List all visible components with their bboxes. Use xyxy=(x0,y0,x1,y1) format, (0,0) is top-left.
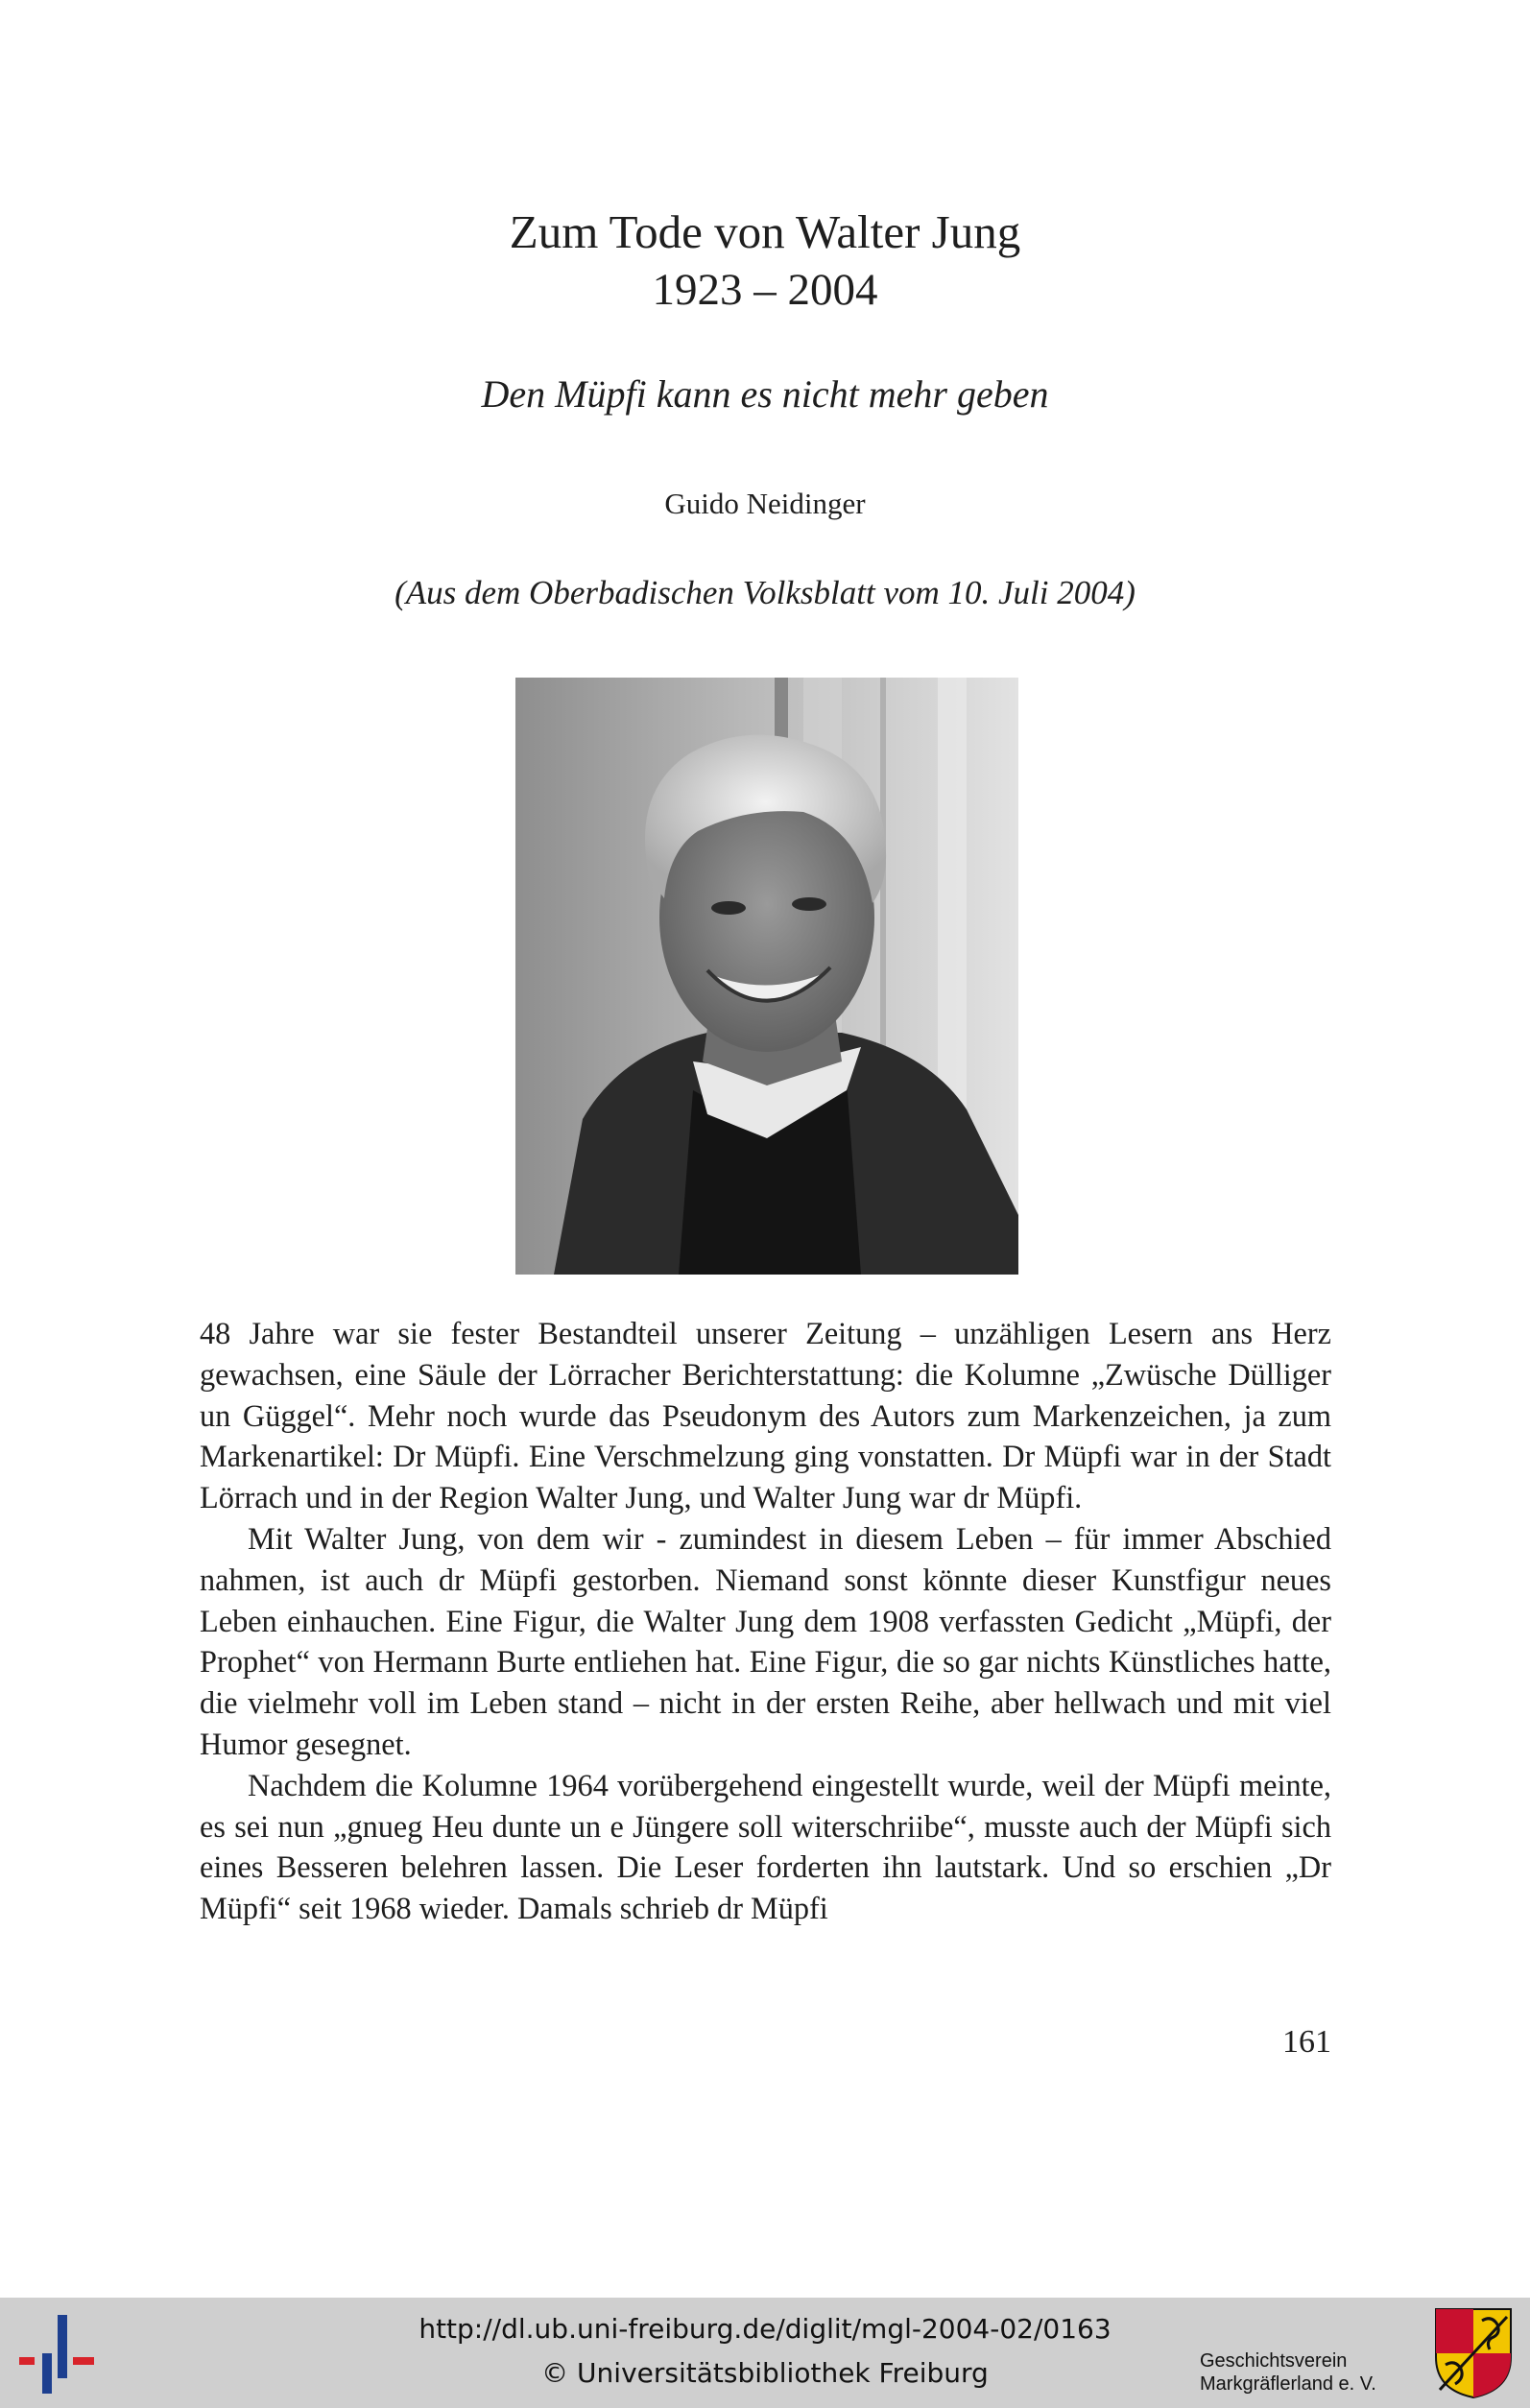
paragraph-3: Nachdem die Kolumne 1964 vorübergehend eingestellt wurde, weil der Müpfi meinte, es sei nun „gnueg Heu dunte un e Jüngere soll witerschriibe“, musste auch der Müpfi sich eines Besseren belehren lassen. Die Leser forderten ihn lautstark. Und so erschien „Dr Müpfi“ seit 1968 wieder. Damals schrieb dr Müpfi xyxy=(200,1767,1331,1926)
title-line-2: 1923 – 2004 xyxy=(652,265,878,315)
paragraph-2: Mit Walter Jung, von dem wir - zumindest in diesem Leben – für immer Abschied nahmen, ist auch dr Müpfi gestorben. Niemand sonst könnte dieser Kunstfigur neues Leben einhauchen. Eine Figur, die Walter Jung dem 1908 verfassten Gedicht „Müpfi, der Prophet“ von Hermann Burte entliehen hat. Eine Figur, die so gar nichts Künstliches hatte, die vielmehr voll im Leben stand – nicht in der ersten Reihe, aber hellwach und mit viel Humor gesegnet. xyxy=(200,1520,1331,1761)
society-line-1: Geschichtsverein xyxy=(1200,2350,1348,2372)
footer-copyright: © Universitätsbibliothek Freiburg xyxy=(541,2357,989,2389)
footer-url-link[interactable]: http://dl.ub.uni-freiburg.de/diglit/mgl-2004-02/0163 xyxy=(418,2313,1112,2345)
society-line-2: Markgräflerland e. V. xyxy=(1200,2373,1376,2395)
coat-of-arms-icon xyxy=(1434,2307,1513,2399)
page-number: 161 xyxy=(1282,2024,1331,2060)
portrait-photo-icon xyxy=(515,678,1018,1275)
article-body xyxy=(200,1313,1331,1929)
society-name xyxy=(1200,2349,1430,2396)
footer-bar xyxy=(0,2298,1530,2408)
paragraph-1: 48 Jahre war sie fester Bestandteil unserer Zeitung – unzähligen Lesern ans Herz gewachsen, eine Säule der Lörracher Berichterstattung: die Kolumne „Zwüsche Dülliger un Güggel“. Mehr noch wurde das Pseudonym des Autors zum Markenzeichen, ja zum Markenartikel: Dr Müpfi. Eine Verschmelzung ging vonstatten. Dr Müpfi war in der Stadt Lörrach und in der Region Walter Jung, und Walter Jung war dr Müpfi. xyxy=(200,1316,1331,1515)
subtitle: Den Müpfi kann es nicht mehr geben xyxy=(481,372,1049,416)
source-note: (Aus dem Oberbadischen Volksblatt vom 10. Juli 2004) xyxy=(394,574,1136,611)
author: Guido Neidinger xyxy=(664,487,866,520)
title-line-1: Zum Tode von Walter Jung xyxy=(509,205,1021,258)
